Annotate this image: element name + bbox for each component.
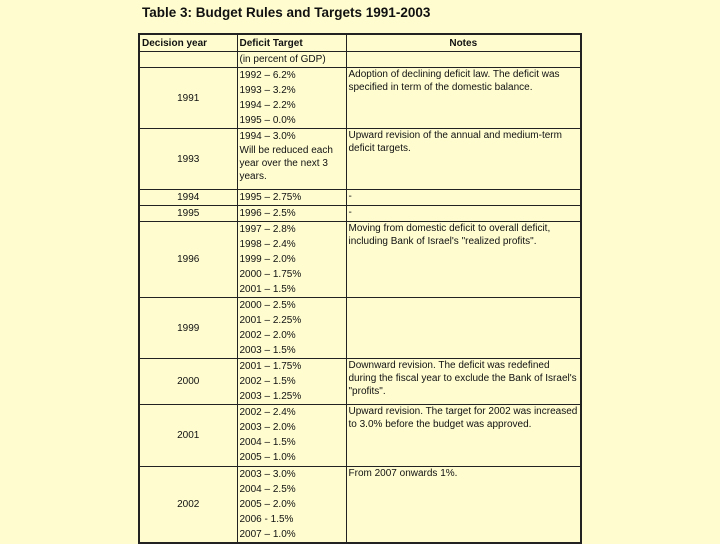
target-item: 2001 – 1.5%	[239, 284, 296, 295]
decision-year: 1995	[139, 206, 237, 222]
target-item: 1995 – 2.75%	[239, 192, 302, 203]
deficit-targets	[237, 190, 346, 206]
deficit-targets	[237, 129, 346, 190]
deficit-targets	[237, 68, 346, 129]
note: -	[346, 190, 581, 206]
deficit-targets	[237, 405, 346, 467]
target-item: 2006 - 1.5%	[239, 514, 294, 525]
target-item: 2002 – 1.5%	[239, 376, 296, 387]
note: Downward revision. The deficit was redefined during the fiscal year to exclude the Bank of Israel's "profits".	[346, 359, 581, 405]
decision-year: 1996	[139, 222, 237, 298]
target-item: 1994 – 3.0%	[239, 131, 296, 142]
note: Adoption of declining deficit law. The deficit was specified in term of the domestic balance.	[346, 68, 581, 129]
header-target-unit: (in percent of GDP)	[237, 52, 346, 68]
decision-year: 2002	[139, 467, 237, 544]
deficit-targets	[237, 467, 346, 544]
table-row	[139, 129, 581, 190]
target-item: 2007 – 1.0%	[239, 529, 296, 540]
target-item: 2000 – 2.5%	[239, 300, 296, 311]
target-item: 2002 – 2.4%	[239, 407, 296, 418]
target-item: 1997 – 2.8%	[239, 224, 296, 235]
note: Upward revision. The target for 2002 was increased to 3.0% before the budget was approved.	[346, 405, 581, 467]
target-item: 2004 – 1.5%	[239, 437, 296, 448]
target-item: 2001 – 1.75%	[239, 361, 302, 372]
target-item: 2005 – 1.0%	[239, 452, 296, 463]
target-item: 2001 – 2.25%	[239, 315, 302, 326]
target-item: 1995 – 0.0%	[239, 115, 296, 126]
header-row	[139, 34, 581, 52]
note: From 2007 onwards 1%.	[346, 467, 581, 544]
decision-year: 1993	[139, 129, 237, 190]
table-row	[139, 68, 581, 129]
target-item: Will be reduced each year over the next 3 years.	[239, 145, 333, 182]
empty-cell	[346, 52, 581, 68]
target-item: 2003 – 1.25%	[239, 391, 302, 402]
table-title: Table 3: Budget Rules and Targets 1991-2003	[142, 5, 431, 20]
target-item: 2000 – 1.75%	[239, 269, 302, 280]
decision-year: 1999	[139, 298, 237, 359]
target-item: 2004 – 2.5%	[239, 484, 296, 495]
deficit-targets	[237, 222, 346, 298]
target-item: 1999 – 2.0%	[239, 254, 296, 265]
budget-rules-table	[138, 33, 582, 544]
note: Moving from domestic deficit to overall deficit, including Bank of Israel's "realized profits".	[346, 222, 581, 298]
table-row	[139, 405, 581, 467]
note: -	[346, 206, 581, 222]
empty-cell	[139, 52, 237, 68]
decision-year: 1994	[139, 190, 237, 206]
target-item: 1993 – 3.2%	[239, 85, 296, 96]
note	[346, 298, 581, 359]
deficit-targets	[237, 298, 346, 359]
decision-year: 1991	[139, 68, 237, 129]
target-item: 2003 – 2.0%	[239, 422, 296, 433]
target-item: 2002 – 2.0%	[239, 330, 296, 341]
target-item: 1992 – 6.2%	[239, 70, 296, 81]
decision-year: 2000	[139, 359, 237, 405]
deficit-targets	[237, 206, 346, 222]
decision-year: 2001	[139, 405, 237, 467]
table-row	[139, 298, 581, 359]
table-row	[139, 359, 581, 405]
table-row	[139, 206, 581, 222]
target-item: 2005 – 2.0%	[239, 499, 296, 510]
table-row	[139, 222, 581, 298]
target-item: 2003 – 3.0%	[239, 469, 296, 480]
table-row	[139, 190, 581, 206]
target-item: 2003 – 1.5%	[239, 345, 296, 356]
note: Upward revision of the annual and medium-term deficit targets.	[346, 129, 581, 190]
deficit-targets	[237, 359, 346, 405]
subheader-row	[139, 52, 581, 68]
header-decision-year: Decision year	[139, 34, 237, 52]
target-item: 1998 – 2.4%	[239, 239, 296, 250]
header-notes: Notes	[346, 34, 581, 52]
header-deficit-target: Deficit Target	[237, 34, 346, 52]
target-item: 1994 – 2.2%	[239, 100, 296, 111]
target-item: 1996 – 2.5%	[239, 208, 296, 219]
table-row	[139, 467, 581, 544]
